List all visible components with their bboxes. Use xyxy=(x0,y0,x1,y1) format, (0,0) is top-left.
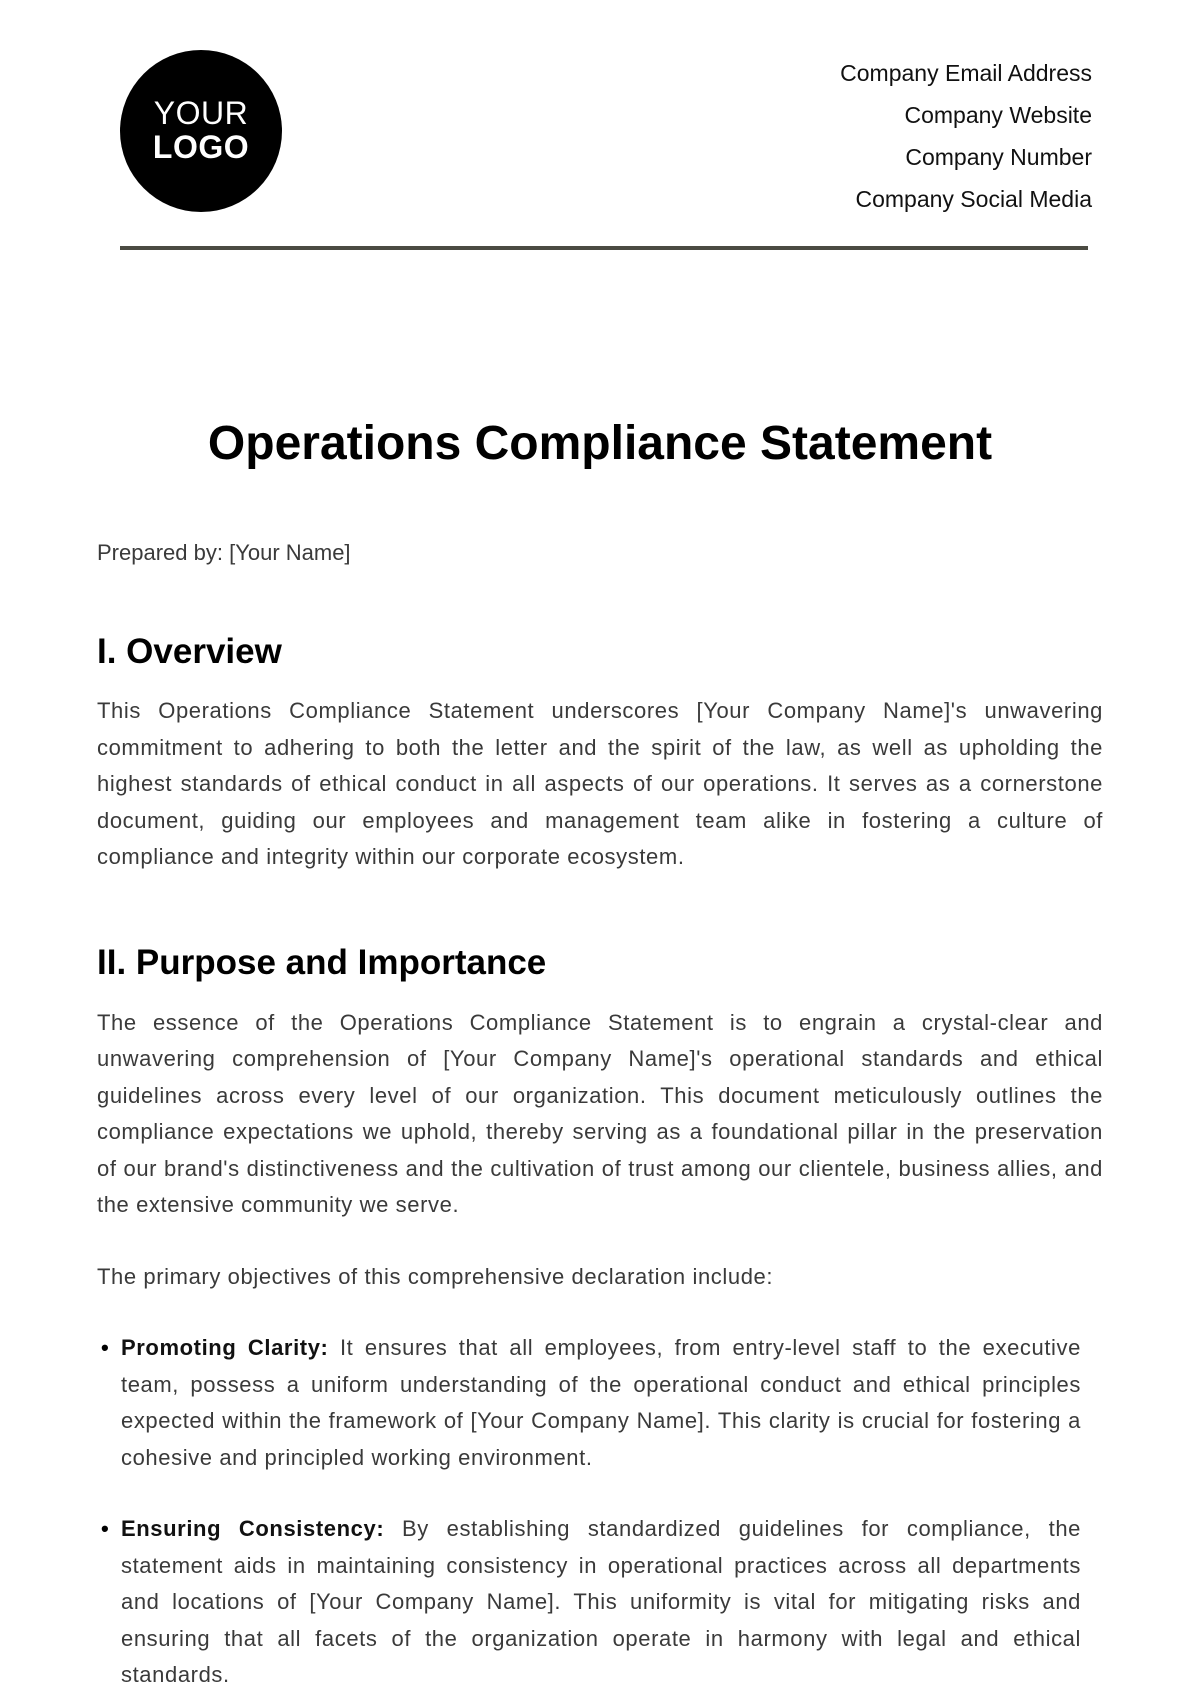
document-title: Operations Compliance Statement xyxy=(207,417,993,470)
company-email: Company Email Address xyxy=(840,60,1092,86)
company-number: Company Number xyxy=(905,144,1092,170)
purpose-paragraph: The essence of the Operations Compliance Statement is to engrain a crystal-clear and unwavering comprehension of [Your Company Name]'s operational standards and ethical guidelines across every level of our organization. This document meticulously outlines the compliance expectations we uphold, thereby serving as a foundational pillar in the preservation of our brand's distinctiveness and the cultivation of trust among our clientele, business allies, and the extensive community we serve. xyxy=(97,1009,1103,1217)
bullet-icon: • xyxy=(101,1335,110,1360)
objective-term: Ensuring Consistency: xyxy=(121,1516,385,1541)
objective-text: By establishing standardized guidelines for compliance, the statement aids in maintaining consistency in operational practices across all departments and locations of [Your Company Name]. This uniformity is vital for mitigating risks and ensuring that all facets of the organization operate in harmony with legal and ethical standards. xyxy=(121,1516,1082,1687)
objectives-list xyxy=(97,1330,1103,1694)
logo-line-2: LOGO xyxy=(152,129,250,165)
objective-term: Promoting Clarity: xyxy=(121,1335,329,1360)
header-divider xyxy=(120,246,1088,250)
overview-paragraph: This Operations Compliance Statement underscores [Your Company Name]'s unwavering commitment to adhering to both the letter and the spirit of the law, as well as upholding the highest standards of ethical conduct in all aspects of our operations. It serves as a cornerstone document, guiding our employees and management team alike in fostering a culture of compliance and integrity within our corporate ecosystem. xyxy=(97,698,1103,869)
objectives-intro: The primary objectives of this comprehensive declaration include: xyxy=(97,1263,774,1289)
company-logo xyxy=(120,50,282,212)
company-website: Company Website xyxy=(904,102,1092,128)
prepared-by: Prepared by: [Your Name] xyxy=(97,540,351,565)
company-social-media: Company Social Media xyxy=(855,186,1092,212)
document-body xyxy=(97,536,1103,1694)
objective-text: It ensures that all employees, from entry-level staff to the executive team, possess a uniform understanding of the operational conduct and ethical principles expected within the framework of [Your Company Name]. This clarity is crucial for fostering a cohesive and principled working environment. xyxy=(121,1335,1081,1470)
list-item xyxy=(97,1330,1081,1476)
section-heading-overview: I. Overview xyxy=(97,632,282,671)
logo-line-1: YOUR xyxy=(153,95,249,132)
list-item xyxy=(97,1511,1081,1694)
company-contact-block xyxy=(840,52,1092,220)
bullet-icon: • xyxy=(101,1516,110,1541)
section-heading-purpose: II. Purpose and Importance xyxy=(97,942,547,982)
